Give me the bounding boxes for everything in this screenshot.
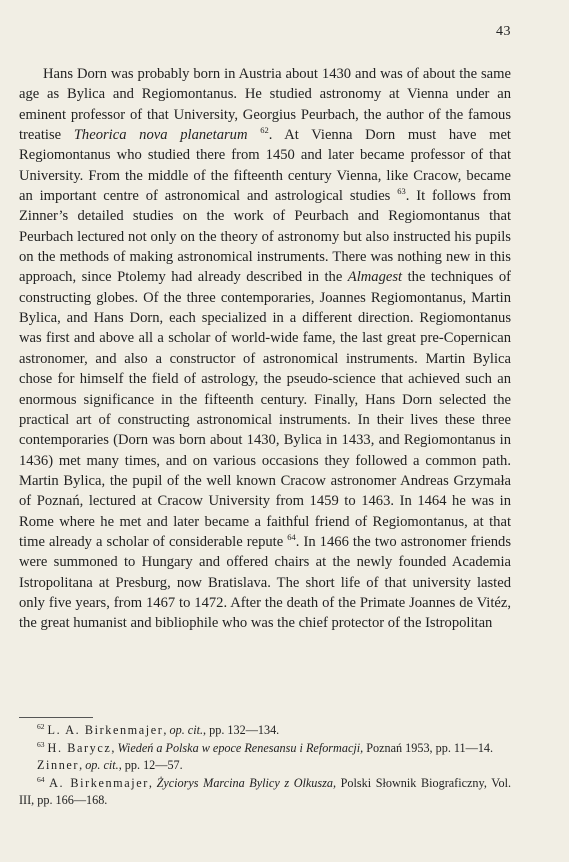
footnote-sep: , bbox=[148, 775, 157, 790]
title-theorica: Theorica nova planetarum bbox=[73, 127, 248, 144]
footnote-author: L. A. Birkenmajer bbox=[47, 723, 164, 737]
footnote-sep: , bbox=[111, 740, 118, 755]
footnote-author: A. Birkenmajer bbox=[49, 775, 149, 790]
footnote-ref-63[interactable]: 63 bbox=[397, 186, 406, 197]
body-paragraph bbox=[19, 64, 511, 634]
footnote-63 bbox=[19, 740, 511, 758]
footnote-64 bbox=[19, 775, 511, 810]
footnote-ref-62[interactable]: 62 bbox=[260, 125, 269, 136]
footnote-number: 62 bbox=[37, 721, 45, 731]
footnote-63-cont bbox=[19, 757, 511, 775]
footnote-number: 64 bbox=[37, 774, 45, 784]
body-text-4: the techniques of constructing globes. Of the three contemporaries, Joannes Regiomontanus, Martin Bylica, and Hans Dorn, each specialized in a different direction. Regiomontanus was first and above all a scholar of world-wide fame, the last great pre-Copernican astronomer, and also a constructor of astronomical instruments. Martin Bylica chose for himself the field of astrology, the pseudo-science that achieved such an enormous significance in the fifteenth century. Finally, Hans Dorn selected the practical art of constructing astronomical instruments. In their lives these three contemporaries (Dorn was born about 1430, Bylica in 1433, and Regiomontanus in 1436) met many times, and on various occasions they followed a common path. Martin Bylica, the pupil of the well known Cracow astronomer Andreas Grzymała of Poznań, lectured at Cracow University from 1459 to 1463. In 1464 he was in Rome where he met and later became a faithful friend of Regiomontanus, at that time already a scholar of considerable repute bbox=[19, 269, 511, 550]
footnote-rest: , pp. 12—57. bbox=[118, 758, 183, 773]
footnote-62 bbox=[19, 722, 511, 740]
footnote-rest: , pp. 132—134. bbox=[203, 723, 280, 737]
footnote-sep: , bbox=[79, 758, 86, 773]
footnote-rest: Polski Słownik Biograficzny, Vol. III, pp. 166—168. bbox=[19, 775, 512, 808]
footnote-sep: , bbox=[163, 723, 170, 737]
footnote-title: op. cit. bbox=[85, 758, 119, 773]
body-text-3: . It follows from Zinner’s detailed studies on the work of Peurbach and Regiomontanus that Peurbach lectured not only on the theory of astronomy but also instructed his pupils on the methods of making astronomical instruments. There was nothing new in this approach, since Ptolemy had already described in the bbox=[19, 188, 511, 286]
footnote-author: Zinner bbox=[37, 758, 80, 773]
page-number: 43 bbox=[496, 24, 511, 39]
footnote-title: Życiorys Marcina Bylicy z Olkusza, bbox=[156, 775, 337, 790]
footnote-rest: Poznań 1953, pp. 11—14. bbox=[363, 740, 494, 755]
footnote-number: 63 bbox=[37, 739, 45, 749]
footnote-divider bbox=[19, 717, 93, 718]
footnote-title: op. cit. bbox=[169, 723, 204, 737]
body-text-5: . In 1466 the two astronomer friends were summoned to Hungary and offered chairs at the newly founded Academia Istropolitana at Presburg, now Bratislava. The short life of that university lasted only five years, from 1467 to 1472. After the death of the Primate Joannes de Vitéz, the great humanist and bibliophile who was the chief protector of the Istropolitan bbox=[19, 533, 511, 632]
body-text-2: . At Vienna Dorn must have met Regiomontanus who studied there from 1450 and later became professor of that University. From the middle of the fifteenth century Vienna, like Cracow, became an important centre of astronomical and astrological studies bbox=[19, 127, 511, 205]
footnote-author: H. Barycz bbox=[47, 740, 112, 755]
footnote-ref-64[interactable]: 64 bbox=[287, 532, 296, 543]
body-text-1: Hans Dorn was probably born in Austria about 1430 and was of about the same age as Bylica and Regiomontanus. He studied astronomy at Vienna under an eminent professor of that University, Georgius Peurbach, the author of the famous treatise bbox=[19, 66, 511, 144]
footnote-title: Wiedeń a Polska w epoce Renesansu i Reformacji, bbox=[117, 740, 364, 755]
title-almagest: Almagest bbox=[347, 269, 403, 286]
footnotes bbox=[19, 722, 511, 810]
